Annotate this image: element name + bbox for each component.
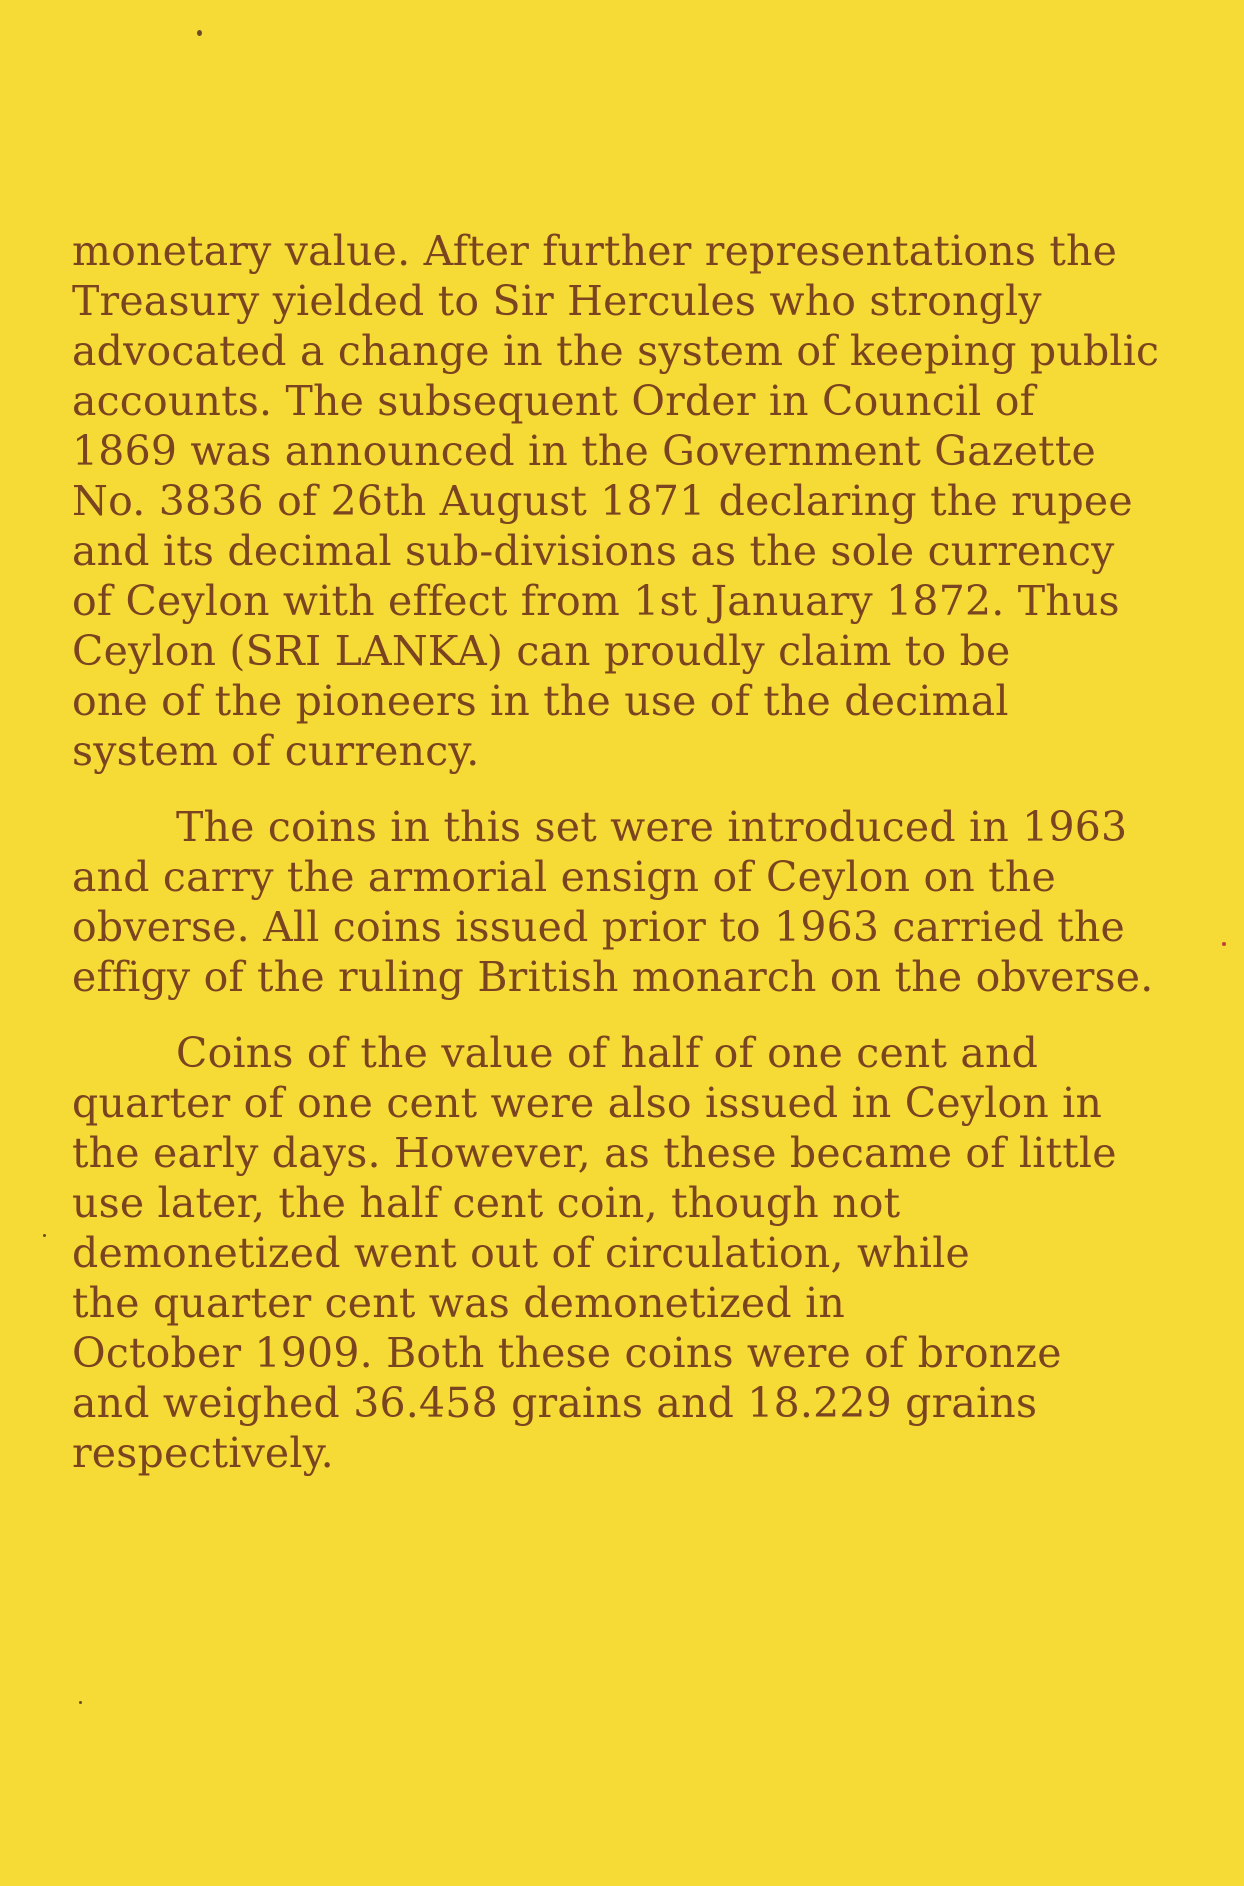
text-line: The coins in this set were introduced in 1963 (176, 803, 1128, 851)
paragraph-1 (72, 226, 1172, 776)
text-line: advocated a change in the system of keeping public (72, 327, 1160, 375)
text-line: Ceylon (SRI LANKA) can proudly claim to be (72, 627, 1011, 675)
text-line: and its decimal sub-divisions as the sole currency (72, 527, 1115, 575)
text-line: accounts. The subsequent Order in Council of (72, 377, 1035, 425)
paper-speck (197, 30, 202, 36)
text-line: of Ceylon with effect from 1st January 1872. Thus (72, 577, 1120, 625)
paper-speck (79, 1701, 82, 1704)
text-line: 1869 was announced in the Government Gazette (72, 427, 1096, 475)
text-line: obverse. All coins issued prior to 1963 carried the (72, 903, 1126, 951)
paper-speck (1222, 942, 1226, 946)
text-line: Treasury yielded to Sir Hercules who strongly (72, 277, 1042, 325)
text-line: respectively. (72, 1429, 334, 1477)
text-line: quarter of one cent were also issued in Ceylon in (72, 1079, 1103, 1127)
paper-speck (43, 1234, 46, 1237)
text-line: October 1909. Both these coins were of bronze (72, 1329, 1062, 1377)
text-line: the quarter cent was demonetized in (72, 1279, 845, 1327)
paragraph-3 (72, 1028, 1172, 1478)
text-line: effigy of the ruling British monarch on the obverse. (72, 953, 1154, 1001)
paragraph-2 (72, 802, 1172, 1002)
text-line: use later, the half cent coin, though not (72, 1179, 901, 1227)
text-line: demonetized went out of circulation, while (72, 1229, 970, 1277)
text-line: one of the pioneers in the use of the decimal (72, 677, 1009, 725)
text-line: and weighed 36.458 grains and 18.229 grains (72, 1379, 1038, 1427)
text-line: No. 3836 of 26th August 1871 declaring the rupee (72, 477, 1133, 525)
text-line: and carry the armorial ensign of Ceylon on the (72, 853, 1056, 901)
text-line: the early days. However, as these became of little (72, 1129, 1117, 1177)
text-line: system of currency. (72, 727, 480, 775)
body-text (72, 226, 1172, 1478)
text-line: monetary value. After further representations the (72, 227, 1118, 275)
text-line: Coins of the value of half of one cent and (176, 1029, 1039, 1077)
